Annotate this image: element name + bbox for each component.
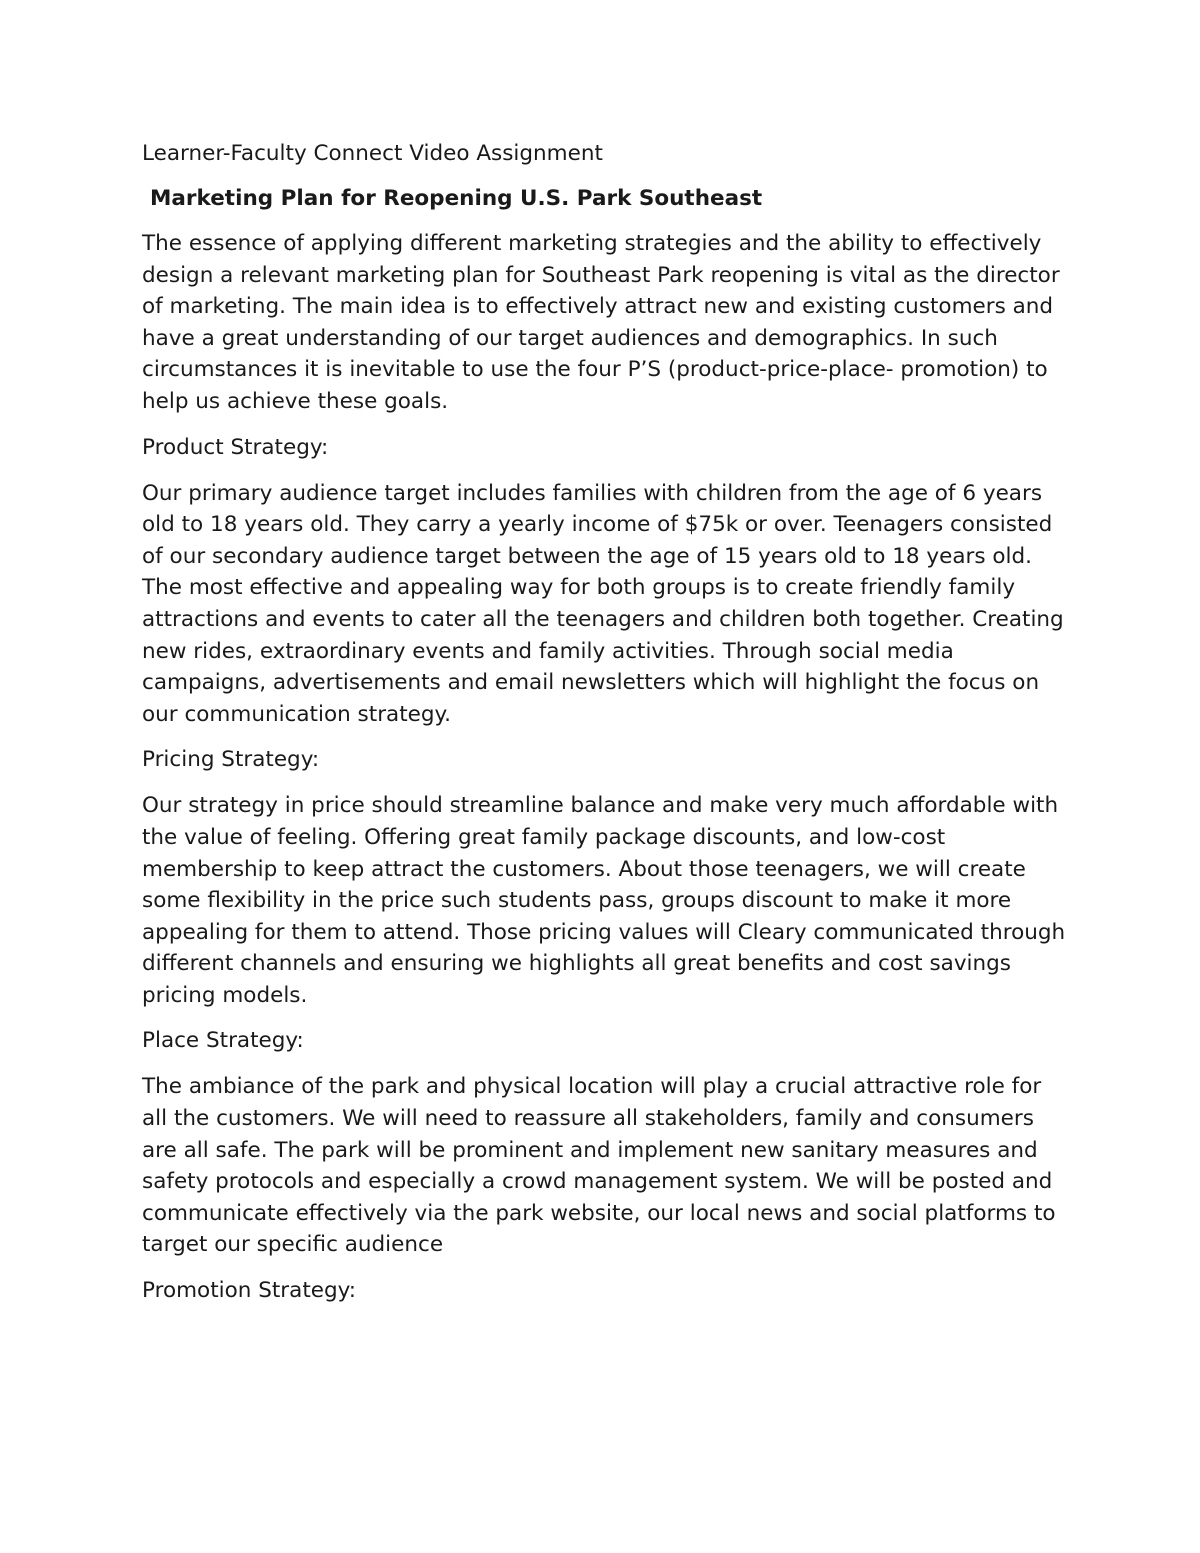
intro-paragraph: The essence of applying different marketing strategies and the ability to effectively design a relevant marketing plan for Southeast Park reopening is vital as the director of marketing. The main idea is to effectively attract new and existing customers and have a great understanding of our target audiences and demographics. In such circumstances it is inevitable to use the four P’S (product-price-place- promotion) to help us achieve these goals. — [142, 231, 1060, 414]
course-title: Learner-Faculty Connect Video Assignment — [142, 141, 603, 166]
place-strategy-heading: Place Strategy: — [142, 1028, 304, 1054]
promotion-strategy-heading: Promotion Strategy: — [142, 1278, 357, 1304]
product-strategy-heading: Product Strategy: — [142, 434, 329, 460]
pricing-strategy-body: Our strategy in price should streamline balance and make very much affordable with the value of feeling. Offering great family package discounts, and low-cost membership to keep attract the customers. About those teenagers, we will create some flexibility in the price such students pass, groups discount to make it more appealing for them to attend. Those pricing values will Cleary communicated through different channels and ensuring we highlights all great benefits and cost savings pricing models. — [142, 793, 1066, 1008]
place-strategy-body: The ambiance of the park and physical location will play a crucial attractive role for all the customers. We will need to reassure all stakeholders, family and consumers are all safe. The park will be prominent and implement new sanitary measures and safety protocols and especially a crowd management system. We will be posted and communicate effectively via the park website, our local news and social platforms to target our specific audience — [142, 1074, 1056, 1258]
document-page — [142, 138, 1072, 1321]
pricing-strategy-heading: Pricing Strategy: — [142, 747, 320, 773]
document-title: Marketing Plan for Reopening U.S. Park Southeast — [150, 186, 763, 211]
product-strategy-body: Our primary audience target includes families with children from the age of 6 years old to 18 years old. They carry a yearly income of $75k or over. Teenagers consisted of our secondary audience target between the age of 15 years old to 18 years old. The most effective and appealing way for both groups is to create friendly family attractions and events to cater all the teenagers and children both together. Creating new rides, extraordinary events and family activities. Through social media campaigns, advertisements and email newsletters which will highlight the focus on our communication strategy. — [142, 480, 1064, 727]
